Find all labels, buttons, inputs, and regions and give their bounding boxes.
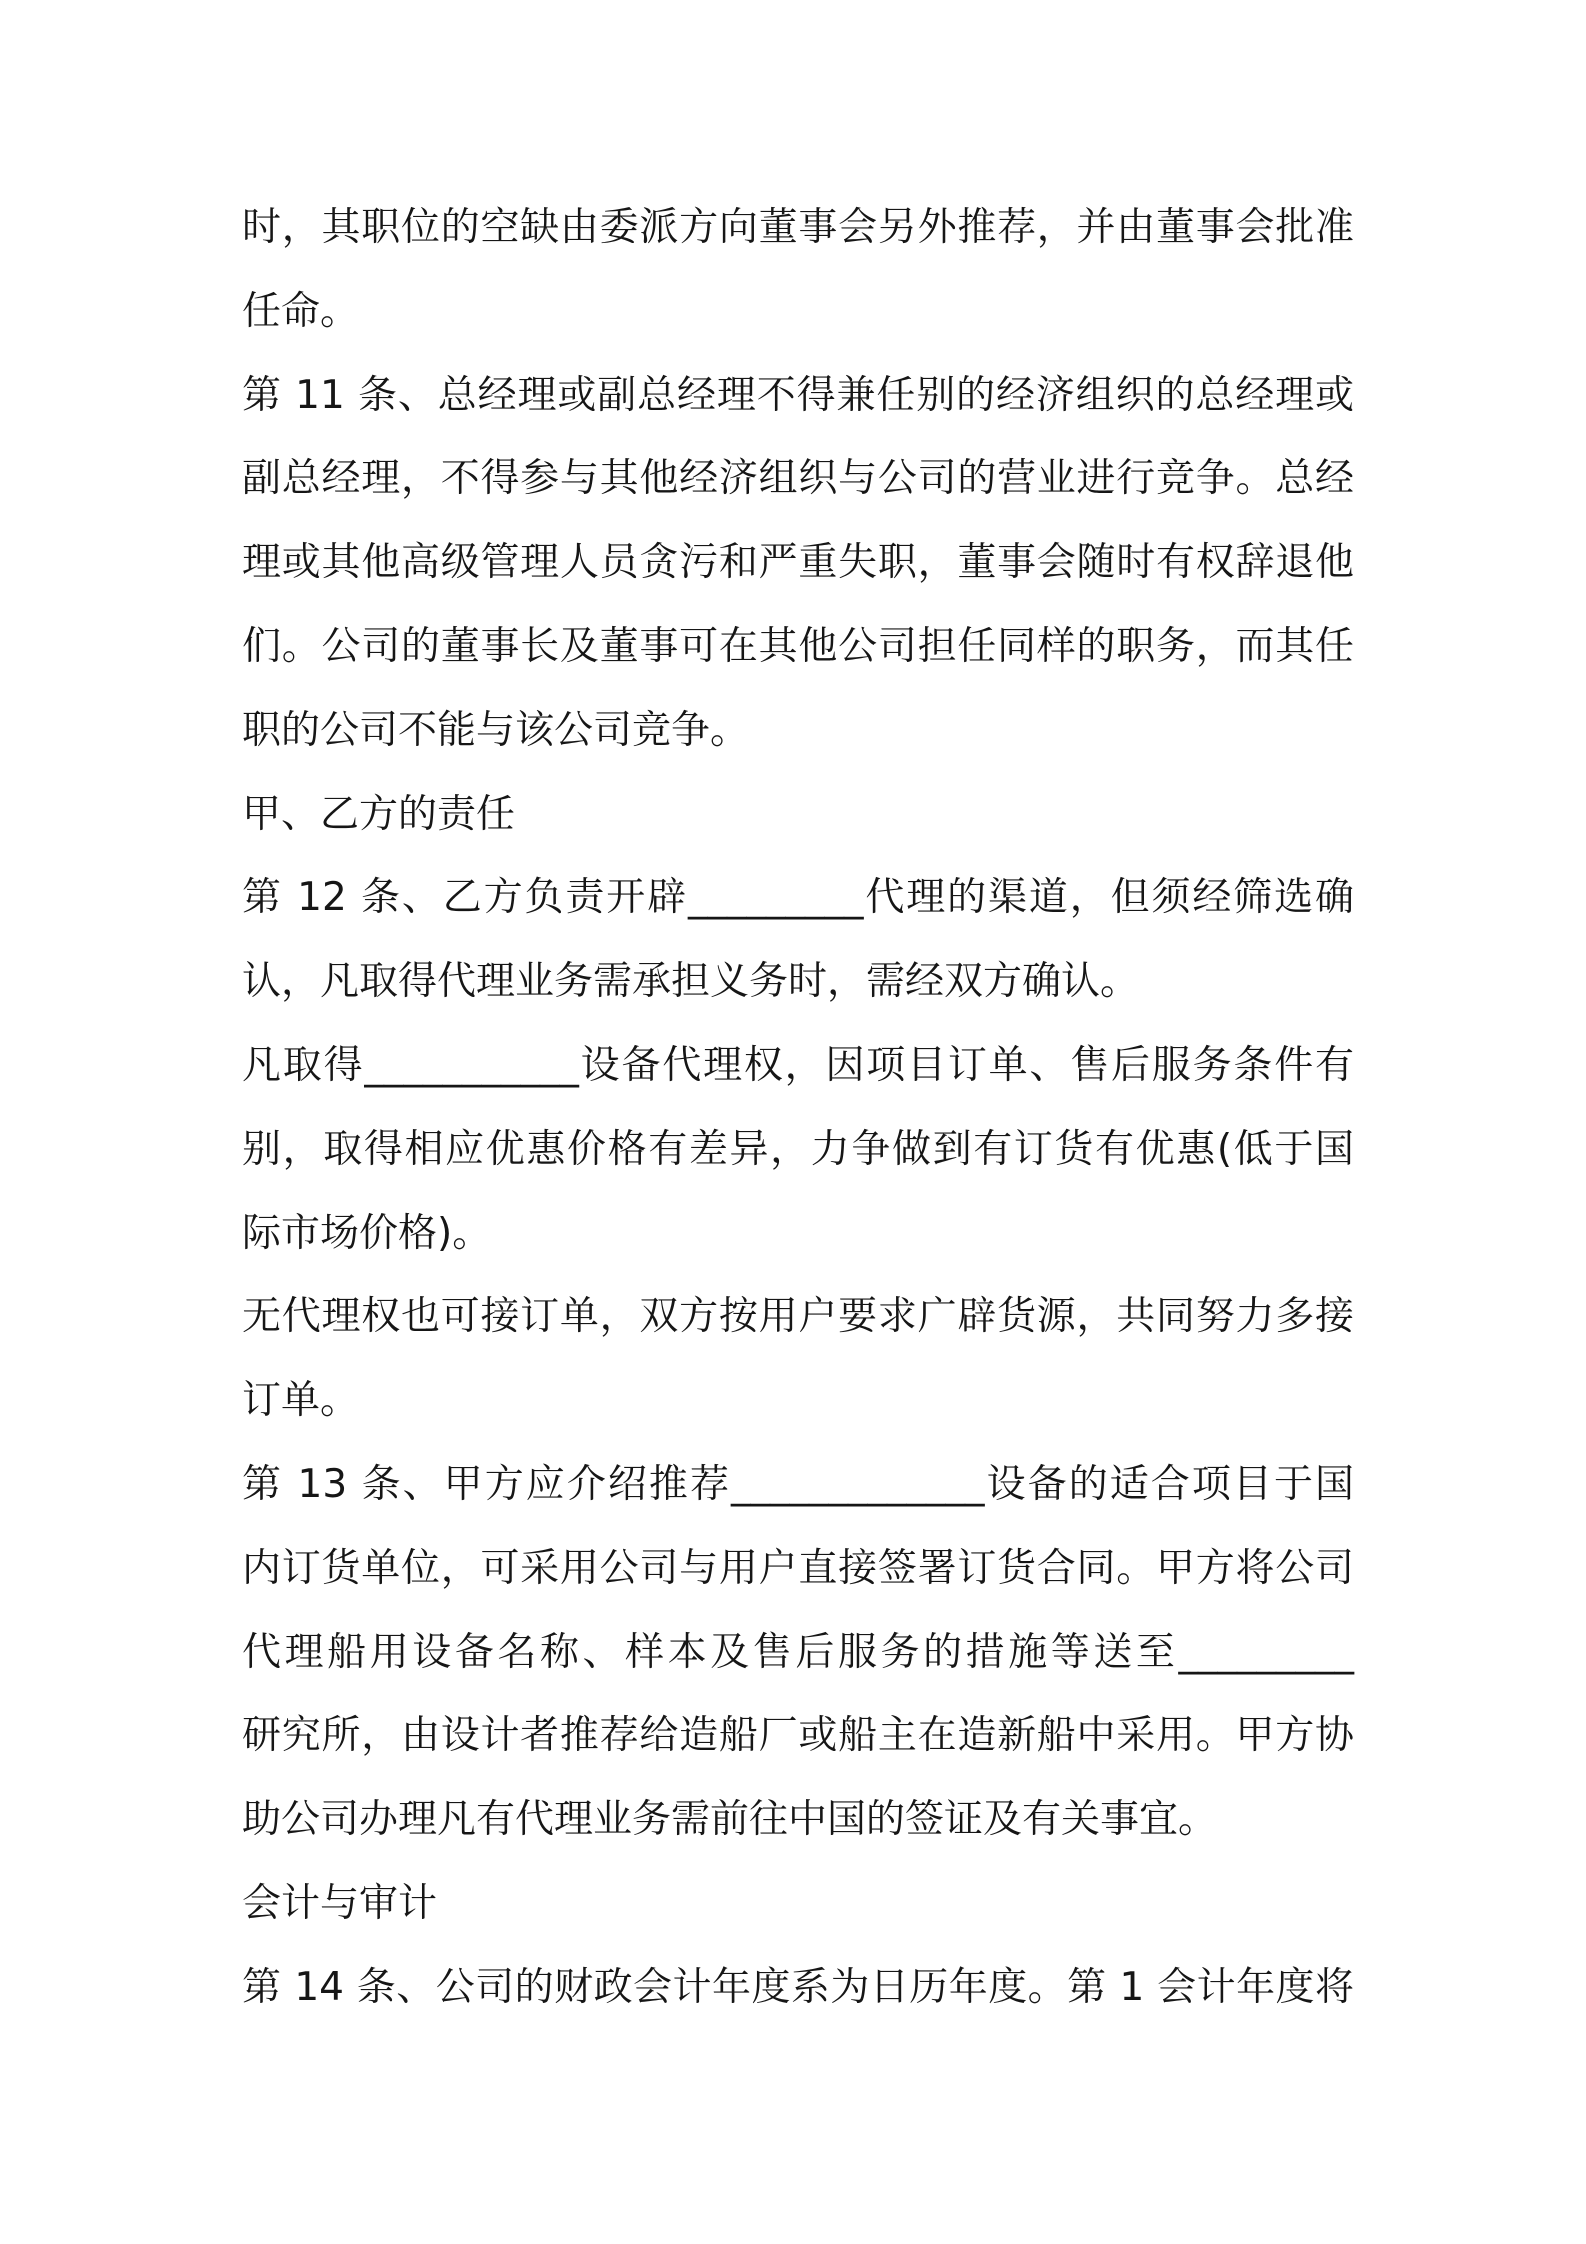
paragraph: [242, 1443, 1354, 1862]
paragraph-line: 认，凡取得代理业务需承担义务时，需经双方确认。: [242, 959, 1140, 1005]
paragraph: [242, 186, 1354, 354]
paragraph-line: 第 12 条、乙方负责开辟_________代理的渠道，但须经筛选确: [242, 875, 1354, 921]
section-heading: 甲、乙方的责任: [242, 791, 516, 837]
paragraph: [242, 1024, 1354, 1275]
paragraph-line: 第 11 条、总经理或副总经理不得兼任别的经济组织的总经理或: [242, 372, 1354, 418]
paragraph-line: 助公司办理凡有代理业务需前往中国的签证及有关事宜。: [242, 1797, 1218, 1843]
paragraph-line: 副总经理，不得参与其他经济组织与公司的营业进行竞争。总经: [242, 456, 1354, 502]
paragraph-line: 际市场价格)。: [242, 1210, 492, 1256]
paragraph-line: 订单。: [242, 1378, 360, 1424]
paragraph-line: 别，取得相应优惠价格有差异，力争做到有订货有优惠(低于国: [242, 1126, 1354, 1172]
paragraph: [242, 1275, 1354, 1443]
paragraph-line: 时，其职位的空缺由委派方向董事会另外推荐，并由董事会批准: [242, 205, 1354, 250]
paragraph-line: 们。公司的董事长及董事可在其他公司担任同样的职务，而其任: [242, 623, 1354, 669]
paragraph-line: 任命。: [242, 288, 360, 334]
document-body: [242, 186, 1354, 2030]
paragraph-line: 职的公司不能与该公司竞争。: [242, 707, 750, 753]
paragraph: [242, 1946, 1354, 2030]
paragraph-line: 无代理权也可接订单，双方按用户要求广辟货源，共同努力多接: [242, 1294, 1354, 1340]
section-heading: 会计与审计: [242, 1880, 438, 1926]
paragraph-line: 凡取得___________设备代理权，因项目订单、售后服务条件有: [242, 1042, 1354, 1088]
paragraph-line: 理或其他高级管理人员贪污和严重失职，董事会随时有权辞退他: [242, 540, 1354, 586]
paragraph: [242, 354, 1354, 773]
paragraph-line: 内订货单位，可采用公司与用户直接签署订货合同。甲方将公司: [242, 1545, 1354, 1591]
paragraph-line: 代理船用设备名称、样本及售后服务的措施等送至_________: [242, 1629, 1354, 1675]
paragraph-line: 研究所，由设计者推荐给造船厂或船主在造新船中采用。甲方协: [242, 1713, 1354, 1759]
paragraph: [242, 856, 1354, 1024]
paragraph-line: 第 13 条、甲方应介绍推荐_____________设备的适合项目于国: [242, 1461, 1354, 1507]
paragraph-line: 第 14 条、公司的财政会计年度系为日历年度。第 1 会计年度将: [242, 1964, 1354, 2010]
